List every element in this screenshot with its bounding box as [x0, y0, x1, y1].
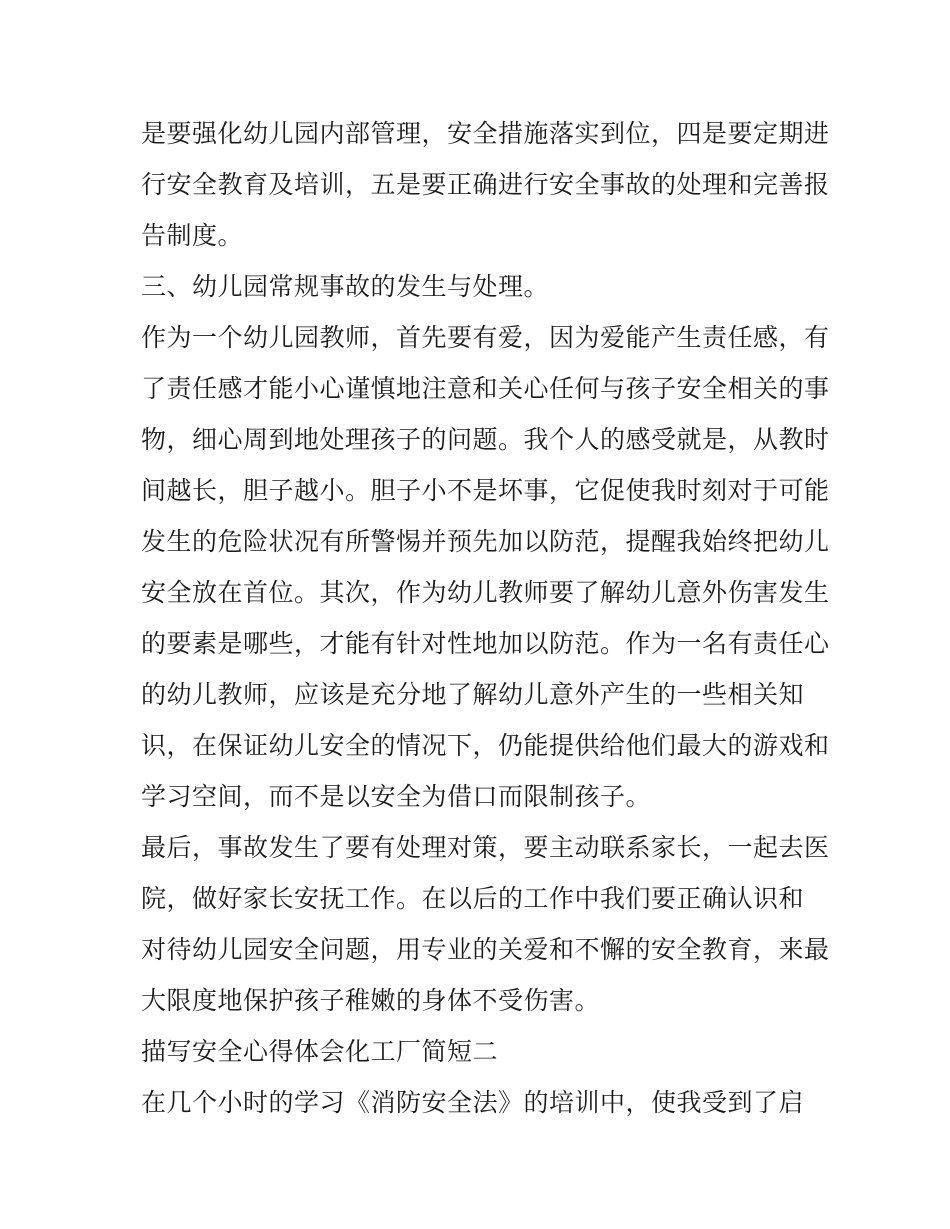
text-line: 学习空间，而不是以安全为借口而限制孩子。 [141, 782, 652, 811]
section-title: 描写安全心得体会化工厂简短二 [141, 1037, 499, 1066]
text-line: 在几个小时的学习《消防安全法》的培训中，使我受到了启 [141, 1088, 805, 1117]
text-line: 安全放在首位。其次，作为幼儿教师要了解幼儿意外伤害发生 [141, 578, 830, 607]
text-line: 发生的危险状况有所警惕并预先加以防范，提醒我始终把幼儿 [141, 527, 830, 556]
text-line: 是要强化幼儿园内部管理，安全措施落实到位，四是要定期进 [141, 119, 830, 148]
text-line: 告制度。 [141, 221, 244, 250]
text-line: 院，做好家长安抚工作。在以后的工作中我们要正确认识和 [141, 884, 805, 913]
text-line: 物，细心周到地处理孩子的问题。我个人的感受就是，从教时 [141, 425, 830, 454]
text-line: 间越长，胆子越小。胆子小不是坏事，它促使我时刻对于可能 [141, 476, 830, 505]
document-body [141, 108, 830, 1128]
text-line: 的要素是哪些，才能有针对性地加以防范。作为一名有责任心 [141, 629, 830, 658]
text-line: 行安全教育及培训，五是要正确进行安全事故的处理和完善报 [141, 170, 830, 199]
text-line: 对待幼儿园安全问题，用专业的关爱和不懈的安全教育，来最 [141, 935, 830, 964]
text-line: 了责任感才能小心谨慎地注意和关心任何与孩子安全相关的事 [141, 374, 830, 403]
text-line: 识，在保证幼儿安全的情况下，仍能提供给他们最大的游戏和 [141, 731, 830, 760]
text-line: 最后，事故发生了要有处理对策，要主动联系家长，一起去医 [141, 833, 830, 862]
section-heading: 三、幼儿园常规事故的发生与处理。 [141, 272, 550, 301]
text-line: 作为一个幼儿园教师，首先要有爱，因为爱能产生责任感，有 [141, 323, 830, 352]
text-line: 的幼儿教师，应该是充分地了解幼儿意外产生的一些相关知 [141, 680, 805, 709]
text-line: 大限度地保护孩子稚嫩的身体不受伤害。 [141, 986, 601, 1015]
